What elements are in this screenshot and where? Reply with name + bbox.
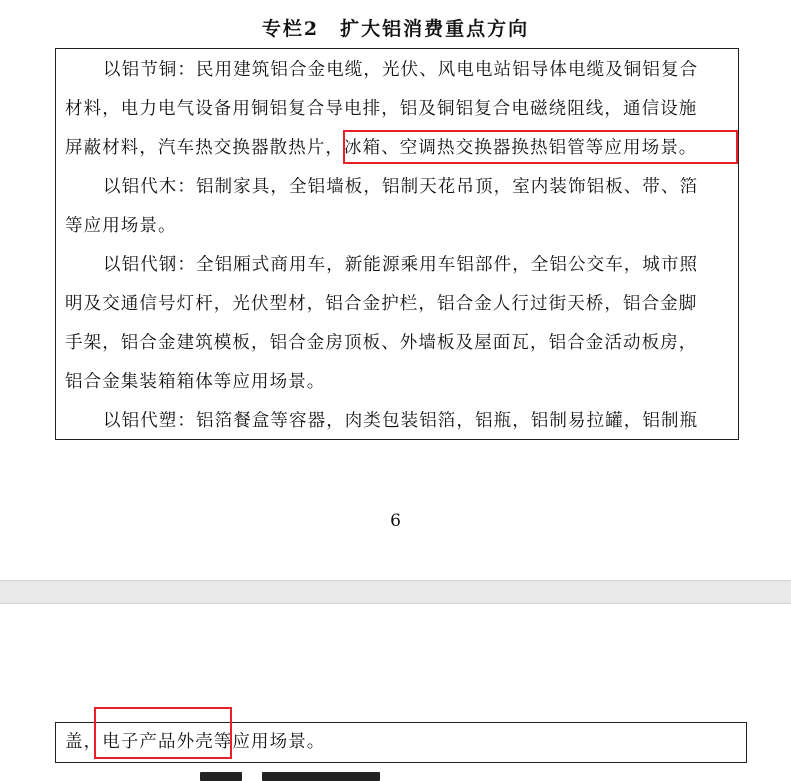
paragraph-line: 等应用场景。 bbox=[65, 216, 177, 236]
paragraph-line: 明及交通信号灯杆，光伏型材，铝合金护栏，铝合金人行过街天桥，铝合金脚 bbox=[65, 294, 698, 314]
paragraph-line: 以铝节铜：民用建筑铝合金电缆，光伏、风电电站铝导体电缆及铜铝复合 bbox=[103, 60, 699, 80]
highlight-box bbox=[343, 130, 738, 164]
column-title: 专栏2 扩大铝消费重点方向 bbox=[261, 18, 530, 40]
paragraph-line: 铝合金集装箱箱体等应用场景。 bbox=[65, 372, 326, 392]
paragraph-line: 手架，铝合金建筑模板，铝合金房顶板、外墙板及屋面瓦，铝合金活动板房， bbox=[65, 333, 698, 353]
paragraph-line: 材料，电力电气设备用铜铝复合导电排，铝及铜铝复合电磁绕阻线，通信设施 bbox=[65, 99, 698, 119]
highlight-box bbox=[94, 707, 232, 759]
paragraph-line: 以铝代塑：铝箔餐盒等容器，肉类包装铝箔，铝瓶，铝制易拉罐，铝制瓶 bbox=[103, 411, 699, 431]
paragraph-line: 以铝代木：铝制家具，全铝墙板，铝制天花吊顶，室内装饰铝板、带、箔 bbox=[103, 177, 699, 197]
page-separator bbox=[0, 580, 791, 604]
paragraph-line: 屏蔽材料，汽车热交换器散热片，冰箱、空调热交换器换热铝管等应用场景。 bbox=[65, 138, 698, 158]
cut-off-text bbox=[200, 772, 242, 781]
page-number: 6 bbox=[390, 511, 401, 531]
paragraph-line: 盖，电子产品外壳等应用场景。 bbox=[65, 732, 326, 752]
cut-off-text bbox=[262, 772, 380, 781]
paragraph-line: 以铝代钢：全铝厢式商用车，新能源乘用车铝部件，全铝公交车，城市照 bbox=[103, 255, 699, 275]
